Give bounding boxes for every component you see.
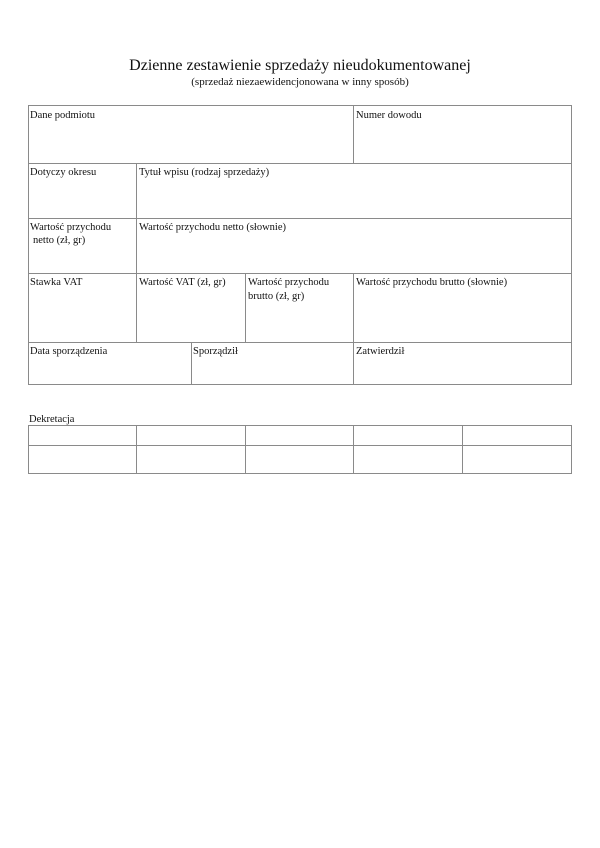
dekretacja-cell-r1c2[interactable] bbox=[136, 425, 246, 446]
stawka-vat-label: Stawka VAT bbox=[30, 277, 83, 288]
dekretacja-cell-r2c3[interactable] bbox=[245, 445, 354, 474]
dane-podmiotu-label: Dane podmiotu bbox=[30, 110, 96, 121]
dekretacja-cell-r1c3[interactable] bbox=[245, 425, 354, 446]
dekretacja-cell-r2c5[interactable] bbox=[462, 445, 572, 474]
data-sporzadzenia-label: Data sporządzenia bbox=[30, 346, 108, 357]
dekretacja-cell-r2c1[interactable] bbox=[28, 445, 137, 474]
wartosc-vat-label: Wartość VAT (zł, gr) bbox=[139, 277, 226, 288]
dotyczy-okresu-label: Dotyczy okresu bbox=[30, 167, 97, 178]
numer-dowodu-label: Numer dowodu bbox=[356, 110, 422, 121]
wartosc-netto-label-line2: netto (zł, gr) bbox=[33, 235, 86, 246]
dekretacja-label: Dekretacja bbox=[29, 414, 75, 425]
dekretacja-cell-r2c4[interactable] bbox=[353, 445, 463, 474]
wartosc-netto-slownie-label: Wartość przychodu netto (słownie) bbox=[139, 222, 286, 233]
dekretacja-cell-r1c5[interactable] bbox=[462, 425, 572, 446]
page-title: Dzienne zestawienie sprzedaży nieudokumentowanej bbox=[129, 57, 471, 74]
zatwierdzil-label: Zatwierdził bbox=[356, 346, 405, 357]
dekretacja-cell-r1c4[interactable] bbox=[353, 425, 463, 446]
dekretacja-cell-r1c1[interactable] bbox=[28, 425, 137, 446]
wartosc-netto-label-line1: Wartość przychodu bbox=[30, 222, 112, 233]
page-subtitle: (sprzedaż niezaewidencjonowana w inny sposób) bbox=[191, 76, 409, 88]
wartosc-brutto-label-line2: brutto (zł, gr) bbox=[248, 291, 305, 302]
dekretacja-cell-r2c2[interactable] bbox=[136, 445, 246, 474]
tytul-wpisu-label: Tytuł wpisu (rodzaj sprzedaży) bbox=[139, 167, 270, 178]
wartosc-brutto-slownie-label: Wartość przychodu brutto (słownie) bbox=[356, 277, 508, 288]
wartosc-brutto-label-line1: Wartość przychodu bbox=[248, 277, 330, 288]
sporzadzil-label: Sporządził bbox=[193, 346, 238, 357]
